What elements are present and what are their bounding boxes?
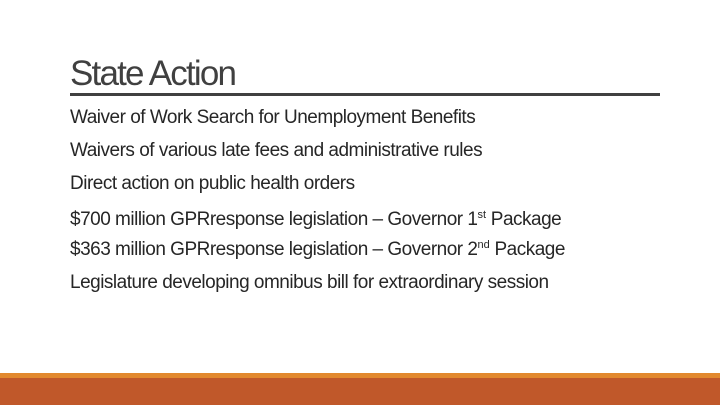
bullet-text: Waiver of Work Search for Unemployment Benefits	[70, 107, 476, 128]
bullet-text: Direct action on public health orders	[70, 173, 355, 194]
ordinal-suffix: nd	[477, 239, 490, 251]
bullet-item	[70, 236, 565, 264]
bullet-item	[70, 170, 355, 198]
bullet-item	[70, 206, 561, 234]
bullet-text: Waivers of various late fees and administrative rules	[70, 140, 483, 161]
bullet-text: $363 million GPRresponse legislation – Governor 2	[70, 239, 478, 260]
ordinal-suffix: st	[477, 209, 487, 221]
bullet-text-tail: Package	[489, 239, 565, 260]
bullet-item	[70, 269, 549, 297]
bullet-item	[70, 104, 475, 132]
title-underline	[70, 93, 660, 96]
bullet-item	[70, 137, 482, 165]
bullet-text: $700 million GPRresponse legislation – Governor 1	[70, 209, 478, 230]
slide-title: State Action	[70, 54, 236, 93]
footer-band	[0, 378, 720, 405]
bullet-text-tail: Package	[486, 209, 562, 230]
bullet-text: Legislature developing omnibus bill for extraordinary session	[70, 272, 549, 293]
